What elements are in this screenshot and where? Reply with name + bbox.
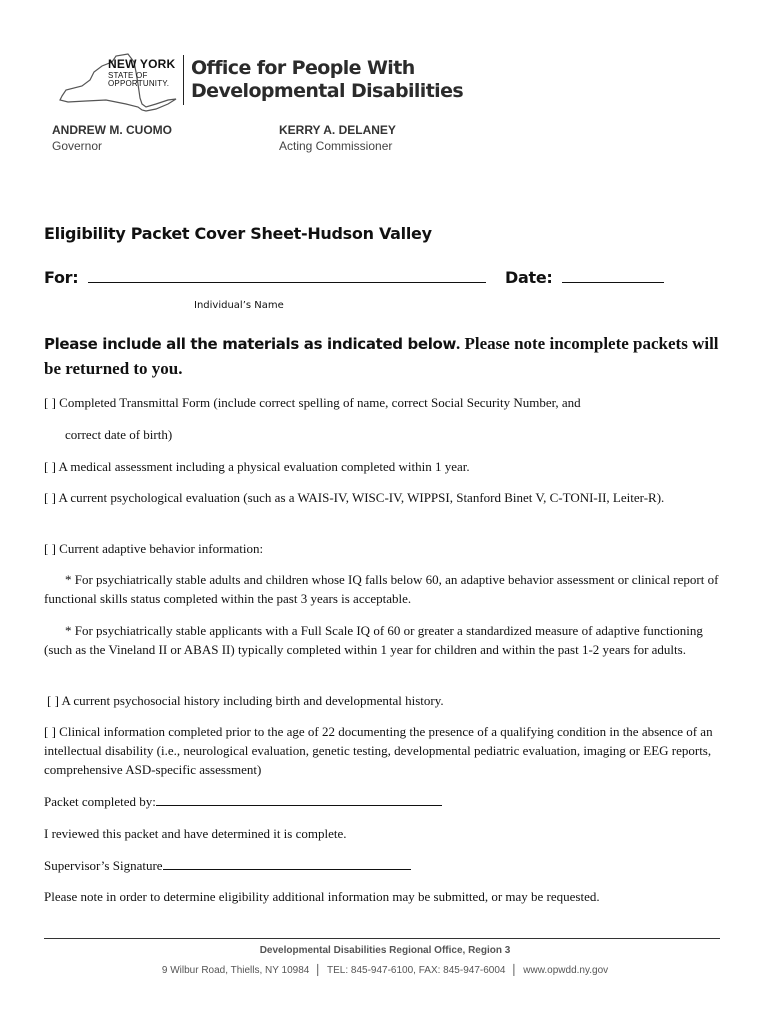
ny-line-3: OPPORTUNITY.	[108, 79, 170, 88]
packet-completed-field	[44, 792, 726, 811]
footer-office: Developmental Disabilities Regional Office, Region 3	[259, 945, 511, 956]
supervisor-signature-line[interactable]	[163, 856, 411, 870]
date-label: Date:	[505, 268, 553, 287]
footer-website-link[interactable]: www.opwdd.ny.gov	[523, 965, 609, 976]
commissioner-name: KERRY A. DELANEY	[279, 123, 396, 137]
governor-title: Governor	[52, 139, 103, 153]
page-title: Eligibility Packet Cover Sheet-Hudson Valley	[44, 224, 432, 243]
for-label: For:	[44, 268, 79, 287]
checklist-item-transmittal-cont: correct date of birth)	[65, 427, 173, 442]
office-name	[191, 57, 463, 103]
instruction-part-2: . Please note incomplete packets will be returned to you.	[44, 334, 719, 378]
governor-name: ANDREW M. CUOMO	[52, 123, 172, 137]
date-field	[505, 266, 664, 287]
name-caption: Individual’s Name	[194, 300, 284, 311]
checklist-item-clinical: [ ] Clinical information completed prior to the age of 22 documenting the presence of a qualifying condition in the absence of an intellectual disability (i.e., neurological evaluation, genetic testing, developmental pediatric evaluation, imaging or EEG reports, comprehensive ASD-specific assessment)	[44, 724, 713, 777]
adaptive-note-below-60: * For psychiatrically stable adults and children whose IQ falls below 60, an adaptive behavior assessment or clinical report of functional skills status completed within the past 3 years is acceptable.	[44, 572, 719, 606]
checklist-item-adaptive: [ ] Current adaptive behavior information:	[44, 541, 264, 556]
ny-line-2: STATE OF	[108, 71, 148, 80]
governor-block	[52, 122, 172, 154]
individual-name-line[interactable]	[88, 266, 486, 283]
commissioner-block	[279, 122, 396, 154]
date-line[interactable]	[562, 266, 664, 283]
office-line-1: Office for People With	[191, 57, 415, 79]
packet-completed-label: Packet completed by:	[44, 794, 156, 809]
checklist-item-psychosocial: [ ] A current psychosocial history including birth and developmental history.	[47, 693, 444, 708]
supervisor-signature-field	[44, 856, 726, 875]
logo-divider	[183, 55, 184, 105]
office-line-2: Developmental Disabilities	[191, 80, 464, 102]
footer-contact	[0, 965, 770, 976]
checklist-item-psychological: [ ] A current psychological evaluation (such as a WAIS-IV, WISC-IV, WIPPSI, Stanford Binet V, C-TONI-II, Leiter-R).	[44, 490, 665, 505]
adaptive-note-60-or-greater: * For psychiatrically stable applicants with a Full Scale IQ of 60 or greater a standardized measure of adaptive functioning (such as the Vineland II or ABAS II) typically completed within 1 year for children and within the past 1-2 years for adults.	[44, 623, 703, 657]
supervisor-signature-label: Supervisor’s Signature	[44, 858, 163, 873]
checklist-item-transmittal: [ ] Completed Transmittal Form (include correct spelling of name, correct Social Security Number, and	[44, 395, 581, 410]
footer-divider	[44, 938, 720, 939]
for-field	[44, 266, 486, 287]
packet-completed-line[interactable]	[156, 792, 442, 806]
footer-address: 9 Wilbur Road, Thiells, NY 10984	[161, 965, 310, 976]
ny-line-1: NEW YORK	[108, 57, 176, 71]
footer-phone-fax: TEL: 845-947-6100, FAX: 845-947-6004	[327, 965, 506, 976]
commissioner-title: Acting Commissioner	[279, 139, 393, 153]
ny-state-wordmark	[108, 58, 175, 88]
instruction-heading	[44, 332, 734, 382]
checklist-item-medical: [ ] A medical assessment including a physical evaluation completed within 1 year.	[44, 459, 470, 474]
reviewed-statement: I reviewed this packet and have determined it is complete.	[44, 826, 347, 841]
instruction-part-1: Please include all the materials as indicated below	[44, 335, 456, 353]
footer-separator: │	[511, 965, 518, 976]
footer-separator: │	[315, 965, 322, 976]
eligibility-note: Please note in order to determine eligibility additional information may be submitted, or may be requested.	[44, 889, 600, 904]
